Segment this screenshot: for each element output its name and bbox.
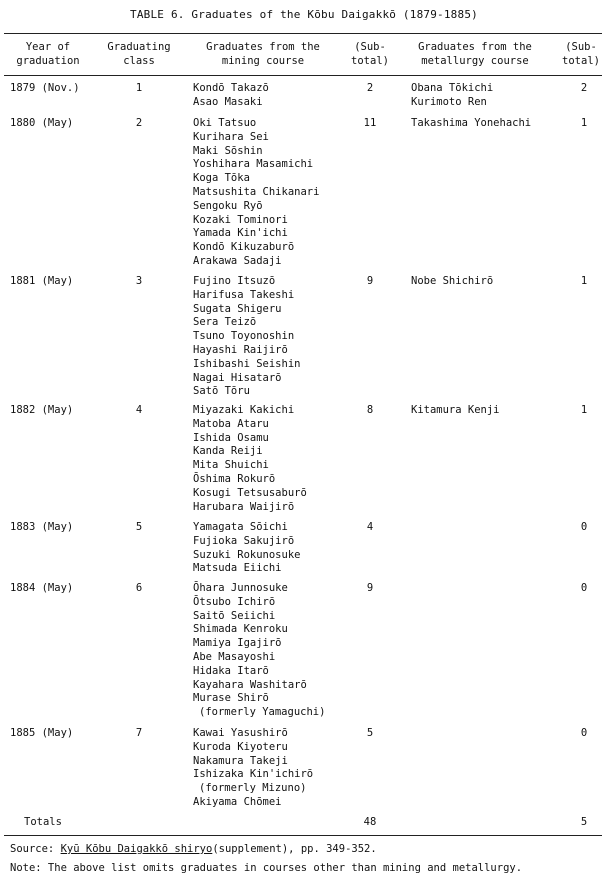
mining-graduate-name: Asao Masaki <box>193 95 263 108</box>
mining-graduates <box>193 275 300 399</box>
note-line: Note: The above list omits graduates in courses other than mining and metallurgy. <box>10 862 523 874</box>
mining-graduate-name: Matsuda Eiichi <box>193 562 282 575</box>
mining-graduate-name: Kondō Kikuzaburō <box>193 241 295 254</box>
metallurgy-subtotal: 1 <box>580 117 588 129</box>
mining-graduate-name: Saitō Seiichi <box>193 609 276 622</box>
mining-graduate-name: Fujino Itsuzō <box>193 275 276 287</box>
mining-graduate-name: Harifusa Takeshi <box>193 288 295 301</box>
mining-graduate-name: Ōtsubo Ichirō <box>193 595 276 608</box>
metallurgy-subtotal: 2 <box>580 82 588 94</box>
graduation-year: 1881 (May) <box>10 275 74 287</box>
mining-graduate-name: Matsushita Chikanari <box>193 185 320 198</box>
mining-graduate-name: Yoshihara Masamichi <box>193 158 314 171</box>
graduation-year: 1880 (May) <box>10 117 74 129</box>
metallurgy-graduate-name: Kurimoto Ren <box>411 95 487 108</box>
mining-subtotal: 8 <box>366 404 374 416</box>
mining-graduate-name: Sengoku Ryō <box>193 199 263 212</box>
metallurgy-graduate-name: Obana Tōkichi <box>411 82 494 94</box>
metallurgy-graduates <box>411 82 493 110</box>
source-line <box>10 843 377 857</box>
mining-graduate-name: Maki Sōshin <box>193 144 263 157</box>
header-mining-subtotal: (Sub- total) <box>351 41 389 67</box>
mining-graduate-name: (formerly Yamaguchi) <box>199 706 326 719</box>
header-class: Graduating class <box>107 41 171 67</box>
metallurgy-graduates <box>411 275 493 289</box>
graduation-year: 1882 (May) <box>10 404 74 416</box>
top-rule <box>4 33 602 34</box>
graduation-year: 1879 (Nov.) <box>10 82 80 94</box>
graduation-year: 1885 (May) <box>10 727 74 739</box>
source-title: Kyū Kōbu Daigakkō shiryo <box>60 843 213 855</box>
header-rule <box>4 75 602 76</box>
mining-graduate-name: Harubara Waijirō <box>193 500 295 513</box>
mining-graduates <box>193 82 269 110</box>
mining-graduate-name: Koga Tōka <box>193 172 250 185</box>
metallurgy-subtotal: 1 <box>580 404 588 416</box>
metallurgy-subtotal: 0 <box>580 582 588 594</box>
mining-graduate-name: Suzuki Rokunosuke <box>193 548 301 561</box>
source-rest: (supplement), pp. 349-352. <box>212 843 377 855</box>
header-metallurgy: Graduates from the metallurgy course <box>418 41 532 67</box>
mining-graduate-name: Nakamura Takeji <box>193 754 288 767</box>
graduating-class: 6 <box>135 582 143 594</box>
metallurgy-subtotal: 0 <box>580 521 588 533</box>
mining-graduate-name: Akiyama Chōmei <box>193 795 282 808</box>
mining-graduate-name: Yamada Kin'ichi <box>193 227 288 240</box>
graduating-class: 4 <box>135 404 143 416</box>
mining-subtotal: 5 <box>366 727 374 739</box>
mining-graduate-name: Kawai Yasushirō <box>193 727 288 739</box>
mining-graduates <box>193 521 300 576</box>
mining-graduate-name: Matoba Ataru <box>193 417 269 430</box>
mining-graduate-name: Mamiya Igajirō <box>193 637 282 650</box>
totals-mining: 48 <box>363 816 377 828</box>
mining-graduate-name: Kanda Reiji <box>193 445 263 458</box>
mining-subtotal: 9 <box>366 582 374 594</box>
bottom-rule <box>4 835 602 836</box>
mining-subtotal: 9 <box>366 275 374 287</box>
graduating-class: 5 <box>135 521 143 533</box>
mining-graduate-name: Nagai Hisatarō <box>193 371 282 384</box>
mining-subtotal: 4 <box>366 521 374 533</box>
metallurgy-subtotal: 0 <box>580 727 588 739</box>
mining-graduate-name: Miyazaki Kakichi <box>193 404 295 416</box>
mining-graduate-name: Sugata Shigeru <box>193 302 282 315</box>
mining-graduate-name: Kozaki Tominori <box>193 213 288 226</box>
mining-graduate-name: Abe Masayoshi <box>193 650 276 663</box>
mining-graduate-name: (formerly Mizuno) <box>199 782 307 795</box>
mining-graduate-name: Ishibashi Seishin <box>193 357 301 370</box>
mining-graduate-name: Satō Tōru <box>193 385 250 398</box>
mining-graduate-name: Kondō Takazō <box>193 82 269 94</box>
mining-graduate-name: Shimada Kenroku <box>193 623 288 636</box>
mining-graduate-name: Sera Teizō <box>193 316 257 329</box>
mining-graduate-name: Yamagata Sōichi <box>193 521 288 533</box>
header-metallurgy-subtotal: (Sub- total) <box>562 41 600 67</box>
metallurgy-graduates <box>411 404 500 418</box>
totals-label: Totals <box>24 816 62 828</box>
mining-graduate-name: Kuroda Kiyoteru <box>193 740 288 753</box>
mining-subtotal: 2 <box>366 82 374 94</box>
mining-graduates <box>193 727 313 810</box>
table-title: TABLE 6. Graduates of the Kōbu Daigakkō (1879-1885) <box>130 8 478 21</box>
mining-graduate-name: Kurihara Sei <box>193 130 269 143</box>
graduating-class: 7 <box>135 727 143 739</box>
header-year: Year of graduation <box>16 41 80 67</box>
mining-graduates <box>193 404 307 514</box>
mining-graduate-name: Murase Shirō <box>193 692 269 705</box>
mining-graduate-name: Tsuno Toyonoshin <box>193 330 295 343</box>
metallurgy-subtotal: 1 <box>580 275 588 287</box>
graduation-year: 1884 (May) <box>10 582 74 594</box>
mining-subtotal: 11 <box>363 117 377 129</box>
graduating-class: 1 <box>135 82 143 94</box>
mining-graduate-name: Ōshima Rokurō <box>193 472 276 485</box>
mining-graduate-name: Ishizaka Kin'ichirō <box>193 768 314 781</box>
metallurgy-graduate-name: Takashima Yonehachi <box>411 117 532 129</box>
mining-graduate-name: Oki Tatsuo <box>193 117 257 129</box>
header-mining: Graduates from the mining course <box>206 41 320 67</box>
mining-graduate-name: Ōhara Junnosuke <box>193 582 288 594</box>
mining-graduate-name: Hayashi Raijirō <box>193 343 288 356</box>
mining-graduates <box>193 582 325 720</box>
totals-metallurgy: 5 <box>580 816 588 828</box>
mining-graduate-name: Kosugi Tetsusaburō <box>193 486 307 499</box>
metallurgy-graduate-name: Kitamura Kenji <box>411 404 500 416</box>
graduating-class: 3 <box>135 275 143 287</box>
mining-graduate-name: Hidaka Itarō <box>193 664 269 677</box>
mining-graduates <box>193 117 319 269</box>
graduating-class: 2 <box>135 117 143 129</box>
mining-graduate-name: Arakawa Sadaji <box>193 254 282 267</box>
metallurgy-graduates <box>411 117 531 131</box>
mining-graduate-name: Kayahara Washitarō <box>193 678 307 691</box>
mining-graduate-name: Ishida Osamu <box>193 431 269 444</box>
metallurgy-graduate-name: Nobe Shichirō <box>411 275 494 287</box>
source-label: Source: <box>10 843 55 855</box>
graduation-year: 1883 (May) <box>10 521 74 533</box>
mining-graduate-name: Mita Shuichi <box>193 459 269 472</box>
mining-graduate-name: Fujioka Sakujirō <box>193 534 295 547</box>
